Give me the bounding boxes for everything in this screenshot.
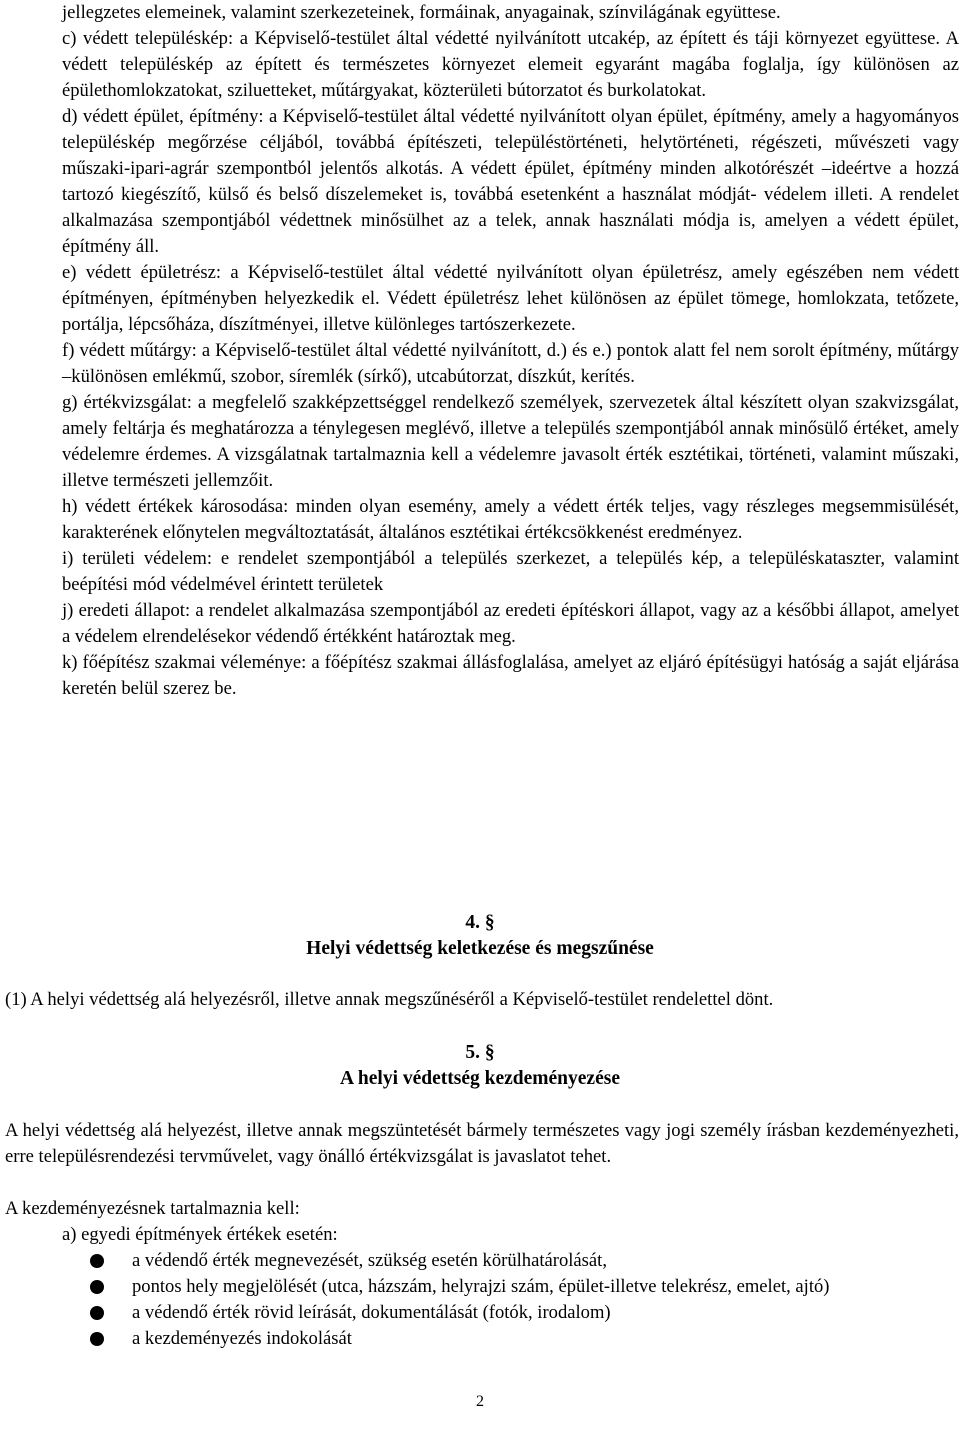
bullet-dot-icon [90,1306,104,1320]
paragraph-i: i) területi védelem: e rendelet szempontjából a település szerkezet, a település kép, a településkataszter, valamint beépítési mód védelmével érintett területek [62,548,959,595]
definitions-block [62,0,959,702]
list-item: pontos hely megjelölését (utca, házszám, helyrajzi szám, épület-illetve telekrész, emelet, ajtó) [86,1274,959,1300]
paragraph-d: d) védett épület, építmény: a Képviselő-testület által védetté nyilvánított olyan épület, építmény, amely a hagyományos településkép megőrzése céljából, továbbá építészeti, településtörténeti, helytörténeti, régészeti, művészeti vagy műszaki-ipari-agrár szempontból jelentős alkotás. A védett épület, építmény minden alkotórészét –ideértve a hozzá tartozó kiegészítő, külső és belső díszelemeket is, továbbá esetenként a használat módját- védelem illeti. A rendelet alkalmazása szempontjából védettnek minősülhet az a telek, annak használati módja is, amelyen a védett épület, építmény áll. [62,106,959,257]
paragraph-e: e) védett épületrész: a Képviselő-testület által védetté nyilvánított olyan épületrész, amely egészében nem védett építményen, építményben helyezkedik el. Védett épületrész lehet különösen az épület tömege, homlokzata, tetőzete, portálja, lépcsőháza, díszítményei, illetve különleges tartószerkezete. [62,262,959,335]
paragraph-j: j) eredeti állapot: a rendelet alkalmazása szempontjából az eredeti építéskori állapot, vagy az a későbbi állapot, amelyet a védelem elrendelésekor védendő értékként határoztak meg. [62,600,959,647]
paragraph-h: h) védett értékek károsodása: minden olyan esemény, amely a védett érték teljes, vagy részleges megsemmisülését, karakterének előnytelen megváltoztatását, általános esztétikai értékcsökkenést eredményez. [62,496,959,543]
bullet-dot-icon [90,1332,104,1346]
paragraph-c: c) védett településkép: a Képviselő-testület által védetté nyilvánított utcakép, az épített és táji környezet együttese. A védett településkép az épített és természetes környezet elemeit egyaránt magába foglalja, így különösen az épülethomlokzatokat, sziluetteket, műtárgyakat, közterületi bútorzatot és burkolatokat. [62,28,959,101]
section-5-number: 5. § [465,1042,495,1063]
bullet-list [86,1248,959,1352]
section-5-sub-a: a) egyedi építmények értékek esetén: [62,1224,338,1245]
bullet-dot-icon [90,1280,104,1294]
section-4-number: 4. § [465,912,495,933]
section-5-text: A helyi védettség alá helyezést, illetve annak megszüntetését bármely természetes vagy jogi személy írásban kezdeményezheti, erre településrendezési tervművelet, vagy önálló értékvizsgálat is javaslatot tehet. [5,1120,959,1167]
section-5-title: A helyi védettség kezdeményezése [340,1068,620,1089]
paragraph-g: g) értékvizsgálat: a megfelelő szakképzettséggel rendelkező személyek, szervezetek által készített olyan szakvizsgálat, amely feltárja és meghatározza a ténylegesen meglévő, illetve a település szempontjából annak minősülő értéket, amely védelemre érdemes. A vizsgálatnak tartalmaznia kell a védelemre javasolt érték esztétikai, történeti, valamint műszaki, illetve természeti jellemzőit. [62,392,959,491]
list-item: a védendő érték rövid leírását, dokumentálását (fotók, irodalom) [86,1300,959,1326]
list-item: a kezdeményezés indokolását [86,1326,959,1352]
list-item: a védendő érték megnevezését, szükség esetén körülhatárolását, [86,1248,959,1274]
paragraph-k: k) főépítész szakmai véleménye: a főépítész szakmai állásfoglalása, amelyet az eljáró építésügyi hatóság a saját eljárása keretén belül szerez be. [62,652,959,699]
section-5-intro: A kezdeményezésnek tartalmaznia kell: [5,1198,300,1219]
paragraph-f: f) védett műtárgy: a Képviselő-testület által védetté nyilvánított, d.) és e.) pontok alatt fel nem sorolt építmény, műtárgy –különösen emlékmű, szobor, síremlék (sírkő), utcabútorzat, díszkút, kerítés. [62,340,959,387]
section-4-title: Helyi védettség keletkezése és megszűnése [306,938,654,959]
section-4-text: (1) A helyi védettség alá helyezésről, illetve annak megszűnéséről a Képviselő-testület rendelettel dönt. [5,989,774,1010]
paragraph-b-end: jellegzetes elemeinek, valamint szerkezeteinek, formáinak, anyagainak, színvilágának együttese. [62,2,781,23]
bullet-dot-icon [90,1254,104,1268]
page-number: 2 [476,1393,484,1410]
